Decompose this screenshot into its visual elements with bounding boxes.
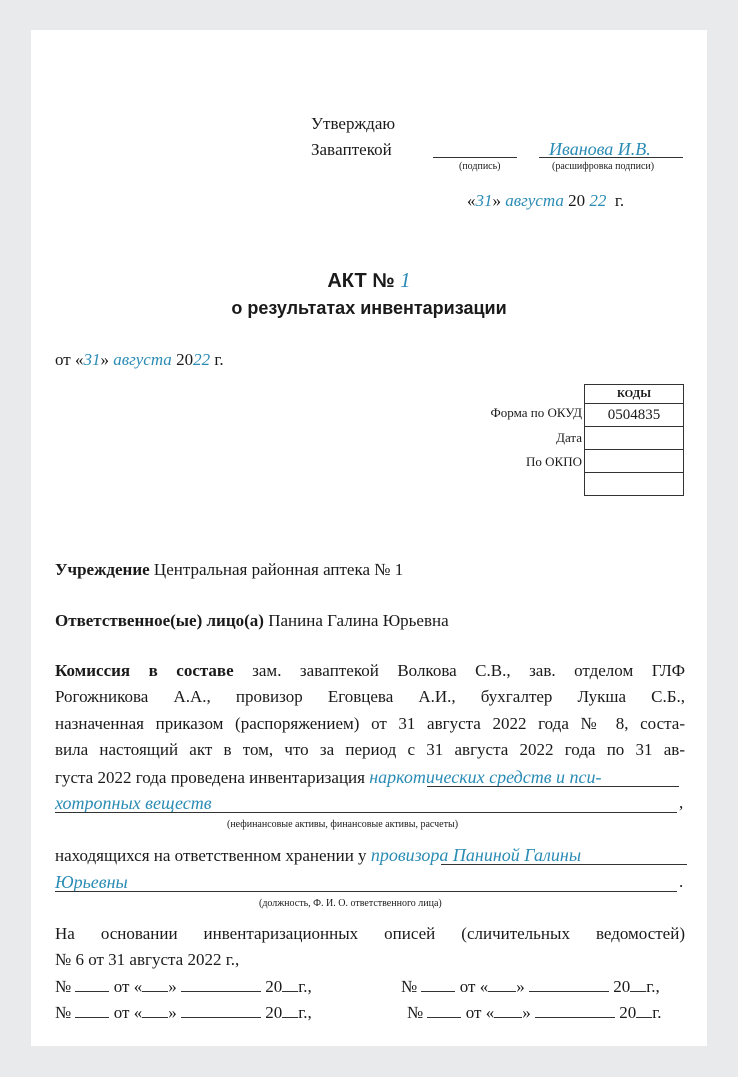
approval-date-day: 31 <box>475 191 493 210</box>
approval-date-open: « <box>467 191 476 210</box>
blank-num-label: № <box>401 977 418 996</box>
blank-month <box>181 1001 261 1018</box>
basis-blank-row-1-left <box>55 974 312 1001</box>
act-title <box>31 268 707 293</box>
responsible-line <box>55 608 449 635</box>
act-date-year: 22 <box>193 350 211 369</box>
responsible-value: Панина Галина Юрьевна <box>268 611 449 630</box>
inventory-object-caption: (нефинансовые активы, финансовые активы, расчеты) <box>227 819 459 830</box>
okud-label: Форма по ОКУД <box>490 405 582 420</box>
storage-period: . <box>679 872 684 891</box>
approve-label: Утверждаю <box>311 114 396 133</box>
blank-close: » <box>168 977 177 996</box>
storage-person-line-1 <box>441 864 687 865</box>
blank-century: 20 <box>265 977 283 996</box>
blank-suffix: г. <box>652 1003 662 1022</box>
blank-num-label: № <box>407 1003 424 1022</box>
commission-comma: , <box>679 793 684 812</box>
commission-line-4: вила настоящий акт в том, что за период с 31 августа 2022 года по 31 ав- <box>55 740 685 759</box>
blank-from-label: от « <box>113 977 143 996</box>
approval-date-year: 22 <box>589 191 607 210</box>
blank-from-label: от « <box>113 1003 143 1022</box>
storage-person-2: Юрьевны <box>55 872 128 892</box>
blank-century: 20 <box>613 977 631 996</box>
approver-position: Завaптекой <box>311 140 392 159</box>
blank-day <box>142 975 168 992</box>
commission-line-6 <box>55 790 212 818</box>
responsible-label: Ответственное(ые) лицо(а) <box>55 611 264 630</box>
blank-year <box>636 1001 652 1018</box>
approval-date-century: 20 <box>568 191 586 210</box>
date-code-value <box>585 427 684 450</box>
approval-date-suffix: г. <box>614 191 625 210</box>
commission-text-1: зам. завaптекой Волкова С.В., зав. отделом ГЛФ <box>252 661 686 680</box>
okud-value: 0504835 <box>585 404 684 427</box>
act-date-close: » <box>100 350 109 369</box>
blank-suffix: г., <box>298 977 312 996</box>
approval-date-month: августа <box>505 191 564 210</box>
act-date-day: 31 <box>83 350 101 369</box>
codes-table <box>584 384 684 496</box>
extra-code-value <box>585 473 684 496</box>
name-caption: (расшифровка подписи) <box>552 161 655 172</box>
blank-number <box>421 975 455 992</box>
blank-number <box>75 975 109 992</box>
blank-close: » <box>516 977 525 996</box>
commission-text-5: густа 2022 года проведена инвентаризация <box>55 768 365 787</box>
blank-year <box>282 975 298 992</box>
commission-label: Комиссия в составе <box>55 661 234 680</box>
blank-number <box>75 1001 109 1018</box>
date-code-label: Дата <box>556 430 582 445</box>
institution-value: Центральная районная аптека № 1 <box>153 560 404 579</box>
blank-number <box>427 1001 461 1018</box>
inventory-object-1: наркотических средств и пси- <box>369 767 602 787</box>
blank-year <box>630 975 646 992</box>
blank-year <box>282 1001 298 1018</box>
inventory-object-line-1 <box>427 786 679 787</box>
storage-person-line-2 <box>55 891 677 892</box>
storage-line-1 <box>55 842 581 870</box>
blank-suffix: г., <box>298 1003 312 1022</box>
act-date-prefix: от « <box>55 350 84 369</box>
signature-line <box>433 157 517 158</box>
commission-line-1 <box>55 658 685 685</box>
act-date <box>55 350 224 370</box>
blank-month <box>535 1001 615 1018</box>
commission-line-2: Рогожникова А.А., провизор Еговцева А.И., бухгалтер Лукша С.Б., <box>55 687 685 706</box>
act-title-prefix: АКТ № <box>327 270 395 292</box>
inventory-object-line-2 <box>55 812 677 813</box>
okpo-label: По ОКПО <box>526 454 582 469</box>
blank-num-label: № <box>55 1003 72 1022</box>
storage-person-1: провизора Паниной Галины <box>370 845 582 865</box>
act-subtitle: о результатах инвентаризации <box>231 298 507 318</box>
basis-blank-row-1-right <box>401 974 660 1001</box>
basis-blank-row-2-left <box>55 1000 312 1027</box>
basis-line-1: На основании инвентаризационных описей (сличительных ведомостей) <box>55 924 685 943</box>
blank-month <box>181 975 261 992</box>
document-page <box>31 30 707 1046</box>
approval-date-close: » <box>492 191 501 210</box>
commission-line-3: назначенная приказом (распоряжением) от 31 августа 2022 года № 8, соста- <box>55 714 685 733</box>
blank-suffix: г., <box>646 977 660 996</box>
blank-day <box>488 975 516 992</box>
blank-num-label: № <box>55 977 72 996</box>
codes-header: КОДЫ <box>585 385 684 404</box>
act-date-month: августа <box>113 350 172 369</box>
commission-line-5 <box>55 764 602 792</box>
approval-date <box>467 191 624 211</box>
signature-caption: (подпись) <box>459 161 501 172</box>
institution-line <box>55 557 403 584</box>
blank-day <box>142 1001 168 1018</box>
institution-label: Учреждение <box>55 560 150 579</box>
act-date-century: 20 <box>176 350 194 369</box>
approver-name: Иванова И.В. <box>549 139 651 159</box>
blank-day <box>494 1001 522 1018</box>
basis-blank-row-2-right <box>407 1000 662 1027</box>
act-date-suffix: г. <box>214 350 224 369</box>
blank-from-label: от « <box>465 1003 495 1022</box>
storage-line-2 <box>55 869 128 897</box>
basis-line-2: № 6 от 31 августа 2022 г., <box>55 950 240 969</box>
okpo-value <box>585 450 684 473</box>
blank-close: » <box>522 1003 531 1022</box>
name-line <box>539 157 683 158</box>
blank-century: 20 <box>619 1003 637 1022</box>
inventory-object-2: хотропных веществ <box>55 793 212 813</box>
storage-caption: (должность, Ф. И. О. ответственного лица) <box>259 898 442 909</box>
storage-text: находящихся на ответственном хранении у <box>55 846 367 865</box>
blank-close: » <box>168 1003 177 1022</box>
blank-month <box>529 975 609 992</box>
blank-century: 20 <box>265 1003 283 1022</box>
act-number: 1 <box>400 268 411 292</box>
blank-from-label: от « <box>459 977 489 996</box>
